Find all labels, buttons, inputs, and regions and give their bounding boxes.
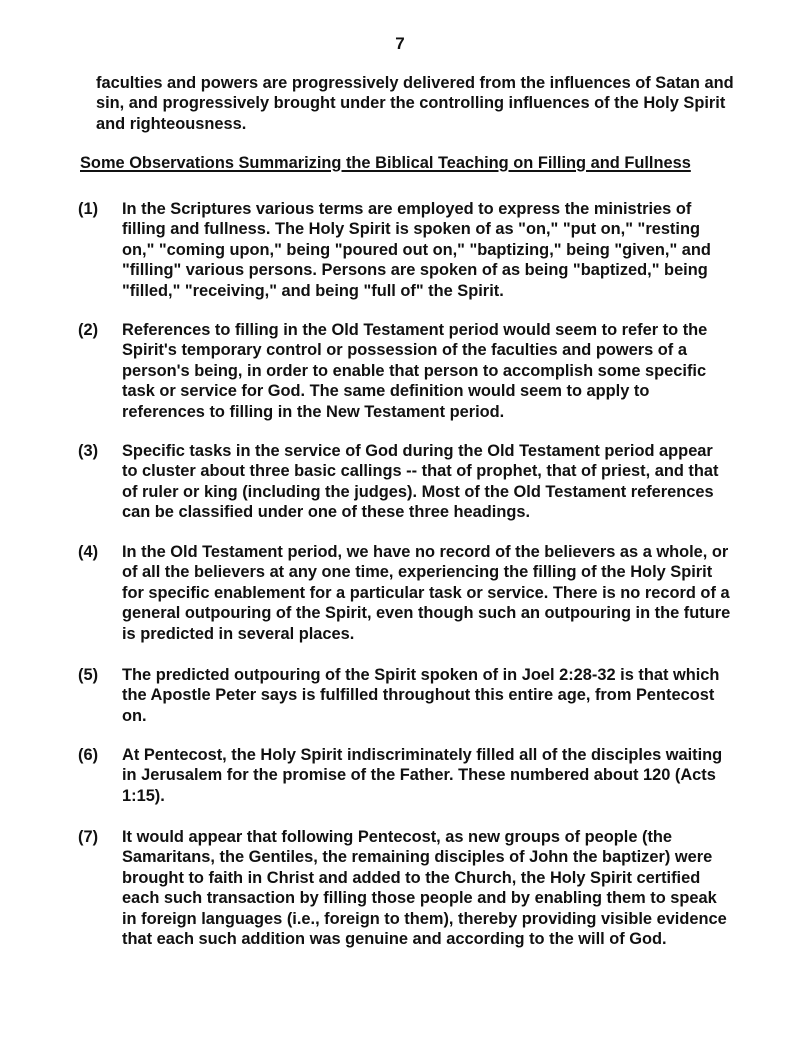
item-number: (6) xyxy=(78,746,99,764)
list-item-7 xyxy=(78,827,738,949)
list-item-1 xyxy=(78,199,738,301)
item-number: (2) xyxy=(78,321,99,339)
list-item-3 xyxy=(78,441,738,523)
item-number: (3) xyxy=(78,442,99,460)
item-text: It would appear that following Pentecost, as new groups of people (the Samaritans, the Gentiles, the remaining disciples of John the baptizer) were brought to faith in Christ and added to the Church, the Holy Spirit certified each such transaction by filling those people and by enabling them to speak in foreign languages (i.e., foreign to them), thereby providing visible evidence that each such addition was genuine and according to the will of God. xyxy=(122,828,727,949)
item-number: (4) xyxy=(78,543,99,561)
item-text: The predicted outpouring of the Spirit spoken of in Joel 2:28-32 is that which the Apostle Peter says is fulfilled throughout this entire age, from Pentecost on. xyxy=(122,666,720,725)
item-text: Specific tasks in the service of God during the Old Testament period appear to cluster about three basic callings -- that of prophet, that of priest, and that of ruler or king (including the judges). Most of the Old Testament references can be classified under one of these three headings. xyxy=(122,442,719,522)
list-item-4 xyxy=(78,542,738,644)
item-text: References to filling in the Old Testament period would seem to refer to the Spirit's temporary control or possession of the faculties and powers of a person's being, in order to enable that person to accomplish some specific task or service for God. The same definition would seem to apply to references to filling in the New Testament period. xyxy=(122,321,708,421)
item-text: At Pentecost, the Holy Spirit indiscriminately filled all of the disciples waiting in Jerusalem for the promise of the Father. These numbered about 120 (Acts 1:15). xyxy=(122,746,723,805)
list-item-5 xyxy=(78,665,738,726)
list-item-6 xyxy=(78,745,738,806)
item-text: In the Scriptures various terms are employed to express the ministries of filling and fullness. The Holy Spirit is spoken of as "on," "put on," "resting on," "coming upon," being "poured out on," "baptizing," being "given," and "filling" various persons. Persons are spoken of as being "baptized," being "filled," "receiving," and being "full of" the Spirit. xyxy=(122,200,711,300)
item-number: (5) xyxy=(78,666,99,684)
intro-paragraph: faculties and powers are progressively delivered from the influences of Satan and sin, and progressively brought under the controlling influences of the Holy Spirit and righteousness. xyxy=(96,74,734,133)
section-heading: Some Observations Summarizing the Biblical Teaching on Filling and Fullness xyxy=(80,154,691,172)
item-number: (1) xyxy=(78,200,99,218)
list-item-2 xyxy=(78,320,738,422)
page-number: 7 xyxy=(395,34,405,53)
item-text: In the Old Testament period, we have no record of the believers as a whole, or of all the believers at any one time, experiencing the filling of the Holy Spirit for specific enablement for a particular task or service. There is no record of a general outpouring of the Spirit, even though such an outpouring in the future is predicted in several places. xyxy=(122,543,731,643)
item-number: (7) xyxy=(78,828,99,846)
